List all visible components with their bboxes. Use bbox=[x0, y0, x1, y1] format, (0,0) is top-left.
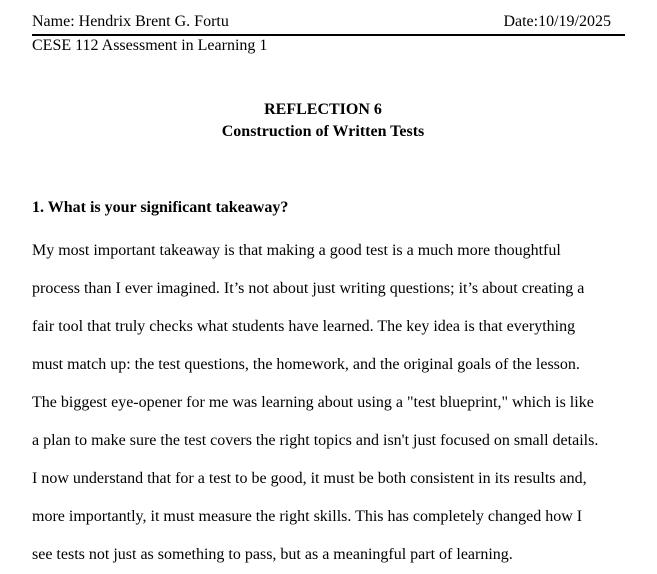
reflection-subtitle: Construction of Written Tests bbox=[221, 123, 425, 140]
answer-line: I now understand that for a test to be good, it must be both consistent in its results and, bbox=[32, 470, 587, 487]
answer-line: fair tool that truly checks what students have learned. The key idea is that everything bbox=[32, 318, 576, 335]
answer-line: see tests not just as something to pass, but as a meaningful part of learning. bbox=[32, 546, 513, 563]
document-header bbox=[32, 12, 625, 36]
course-title: CESE 112 Assessment in Learning 1 bbox=[32, 37, 268, 54]
answer-line: must match up: the test questions, the homework, and the original goals of the lesson. bbox=[32, 356, 580, 373]
student-name: Name: Hendrix Brent G. Fortu bbox=[32, 13, 229, 30]
answer-line: The biggest eye-opener for me was learning about using a "test blueprint," which is like bbox=[32, 394, 594, 411]
submission-date: Date:10/19/2025 bbox=[503, 13, 611, 30]
answer-line: My most important takeaway is that making a good test is a much more thoughtful bbox=[32, 242, 561, 259]
title-block bbox=[0, 99, 646, 143]
question-heading: 1. What is your significant takeaway? bbox=[32, 199, 289, 216]
reflection-title: REFLECTION 6 bbox=[264, 101, 382, 118]
answer-paragraph bbox=[32, 232, 632, 574]
answer-line: process than I ever imagined. It’s not about just writing questions; it’s about creating a bbox=[32, 280, 585, 297]
answer-line: more importantly, it must measure the right skills. This has completely changed how I bbox=[32, 508, 583, 525]
answer-line: a plan to make sure the test covers the right topics and isn't just focused on small details. bbox=[32, 432, 599, 449]
